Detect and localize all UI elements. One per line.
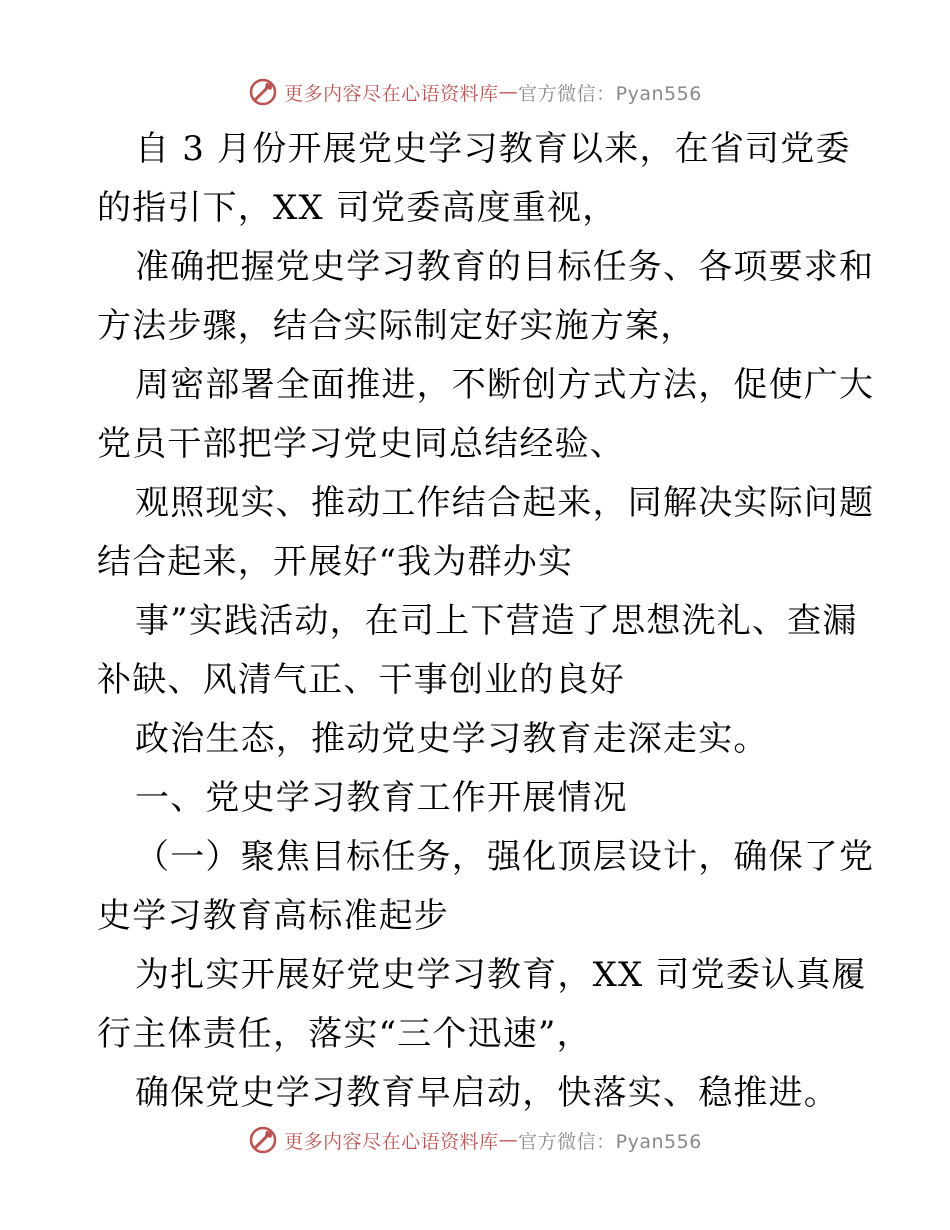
paragraph-line: 党员干部把学习党史同总结经验、 bbox=[97, 424, 625, 464]
watermark-dash: — bbox=[498, 81, 519, 103]
quill-logo-icon bbox=[248, 77, 278, 107]
watermark-contact: 官方微信：Pyan556 bbox=[518, 82, 702, 105]
paragraph-line: 方法步骤，结合实际制定好实施方案， bbox=[97, 306, 696, 346]
paragraph-line: 政治生态，推动党史学习教育走深走实。 bbox=[135, 719, 769, 759]
watermark-contact: 官方微信：Pyan556 bbox=[518, 1130, 702, 1153]
paragraph-line: 周密部署全面推进，不断创方式方法，促使广大 bbox=[135, 365, 875, 405]
header-watermark bbox=[0, 72, 950, 112]
paragraph-line: 事”实践活动，在司上下营造了思想洗礼、查漏 bbox=[135, 601, 858, 641]
paragraph-line: 为扎实开展好党史学习教育，XX 司党委认真履 bbox=[135, 955, 867, 995]
paragraph-line: 自 3 月份开展党史学习教育以来，在省司党委 bbox=[135, 129, 851, 169]
subsection-heading: （一）聚焦目标任务，强化顶层设计，确保了党 bbox=[135, 837, 875, 877]
footer-watermark bbox=[0, 1120, 950, 1160]
section-heading: 一、党史学习教育工作开展情况 bbox=[135, 778, 628, 818]
paragraph-line: 结合起来，开展好“我为群办实 bbox=[97, 542, 574, 582]
watermark-text: 更多内容尽在心语资料库 bbox=[284, 1130, 499, 1153]
quill-logo-icon bbox=[248, 1125, 278, 1155]
paragraph-line: 观照现实、推动工作结合起来，同解决实际问题 bbox=[135, 483, 875, 523]
watermark-text: 更多内容尽在心语资料库 bbox=[284, 82, 499, 105]
paragraph-line: 的指引下，XX 司党委高度重视， bbox=[97, 188, 618, 228]
paragraph-line: 补缺、风清气正、干事创业的良好 bbox=[97, 660, 625, 700]
paragraph-line: 准确把握党史学习教育的目标任务、各项要求和 bbox=[135, 247, 875, 287]
watermark-dash: — bbox=[498, 1129, 519, 1151]
paragraph-line: 确保党史学习教育早启动，快落实、稳推进。 bbox=[135, 1073, 839, 1113]
paragraph-line: 行主体责任，落实“三个迅速”， bbox=[97, 1014, 592, 1054]
document-body bbox=[97, 120, 875, 1123]
subsection-heading-cont: 史学习教育高标准起步 bbox=[97, 896, 449, 936]
